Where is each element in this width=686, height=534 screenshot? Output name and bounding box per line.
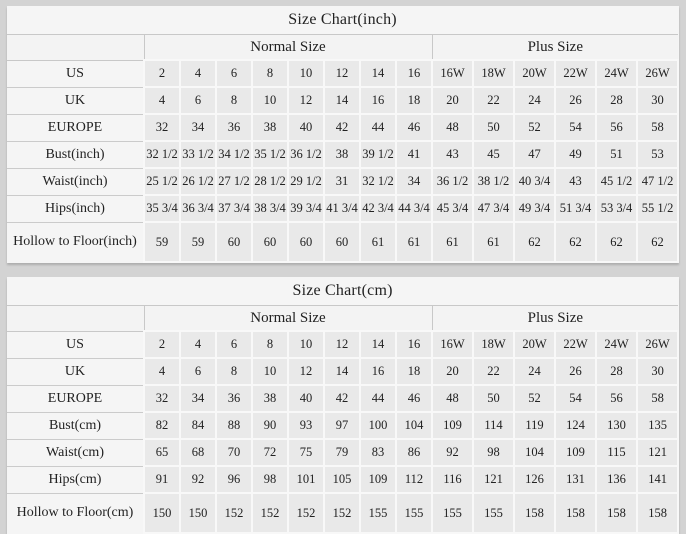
size-cell: 109 (360, 466, 396, 493)
size-cell: 70 (216, 439, 252, 466)
normal-size-header: Normal Size (144, 306, 432, 332)
size-cell: 41 3/4 (324, 195, 360, 222)
size-cell: 60 (288, 222, 324, 262)
row-label: UK (7, 87, 144, 114)
size-cell: 38 3/4 (252, 195, 288, 222)
size-cell: 10 (252, 358, 288, 385)
size-cell: 42 (324, 114, 360, 141)
table-row (7, 141, 678, 168)
size-cell: 36 (216, 114, 252, 141)
size-cell: 4 (180, 331, 216, 358)
size-cell: 72 (252, 439, 288, 466)
size-cell: 83 (360, 439, 396, 466)
size-cell: 28 (596, 87, 637, 114)
size-cell: 12 (288, 87, 324, 114)
size-cell: 14 (360, 331, 396, 358)
size-cell: 30 (637, 358, 678, 385)
size-cell: 152 (252, 493, 288, 533)
size-cell: 16 (396, 331, 432, 358)
table-row (7, 412, 678, 439)
size-cell: 59 (180, 222, 216, 262)
size-cell: 49 (555, 141, 596, 168)
size-cell: 56 (596, 114, 637, 141)
size-cell: 124 (555, 412, 596, 439)
size-cell: 42 (324, 385, 360, 412)
size-cell: 22 (473, 87, 514, 114)
table-row (7, 331, 678, 358)
table-row (7, 114, 678, 141)
table-row (7, 385, 678, 412)
size-cell: 98 (252, 466, 288, 493)
size-cell: 14 (324, 358, 360, 385)
size-chart-cm-table (7, 277, 679, 534)
size-chart-cm (7, 277, 679, 534)
size-cell: 10 (252, 87, 288, 114)
row-label: EUROPE (7, 114, 144, 141)
size-cell: 16W (432, 331, 473, 358)
size-cell: 46 (396, 114, 432, 141)
table-row (7, 60, 678, 87)
size-cell: 47 (514, 141, 555, 168)
size-cell: 42 3/4 (360, 195, 396, 222)
size-cell: 45 3/4 (432, 195, 473, 222)
size-cell: 93 (288, 412, 324, 439)
size-cell: 32 1/2 (144, 141, 180, 168)
size-cell: 28 1/2 (252, 168, 288, 195)
size-chart-cm-body (7, 331, 678, 533)
size-cell: 6 (216, 60, 252, 87)
size-cell: 105 (324, 466, 360, 493)
row-label: Waist(inch) (7, 168, 144, 195)
size-cell: 53 (637, 141, 678, 168)
size-cell: 155 (360, 493, 396, 533)
size-cell: 92 (180, 466, 216, 493)
size-cell: 60 (216, 222, 252, 262)
size-cell: 61 (432, 222, 473, 262)
size-cell: 115 (596, 439, 637, 466)
size-cell: 49 3/4 (514, 195, 555, 222)
size-cell: 18 (396, 358, 432, 385)
size-cell: 8 (252, 60, 288, 87)
size-cell: 155 (432, 493, 473, 533)
size-cell: 43 (432, 141, 473, 168)
size-cell: 86 (396, 439, 432, 466)
size-cell: 48 (432, 385, 473, 412)
size-cell: 38 (252, 385, 288, 412)
size-cell: 43 (555, 168, 596, 195)
size-cell: 22W (555, 331, 596, 358)
size-cell: 88 (216, 412, 252, 439)
size-cell: 24 (514, 87, 555, 114)
size-cell: 8 (216, 358, 252, 385)
size-cell: 82 (144, 412, 180, 439)
size-cell: 84 (180, 412, 216, 439)
size-cell: 38 1/2 (473, 168, 514, 195)
size-cell: 40 (288, 385, 324, 412)
size-cell: 36 1/2 (288, 141, 324, 168)
size-cell: 100 (360, 412, 396, 439)
size-cell: 131 (555, 466, 596, 493)
size-cell: 50 (473, 114, 514, 141)
size-cell: 24W (596, 60, 637, 87)
size-cell: 150 (144, 493, 180, 533)
size-cell: 35 3/4 (144, 195, 180, 222)
size-cell: 4 (144, 87, 180, 114)
size-cell: 104 (514, 439, 555, 466)
size-cell: 45 (473, 141, 514, 168)
row-label: UK (7, 358, 144, 385)
table-row (7, 466, 678, 493)
size-cell: 121 (637, 439, 678, 466)
size-cell: 41 (396, 141, 432, 168)
size-cell: 26 (555, 87, 596, 114)
size-cell: 136 (596, 466, 637, 493)
plus-size-header: Plus Size (432, 306, 678, 332)
size-cell: 20W (514, 331, 555, 358)
row-label: US (7, 331, 144, 358)
size-cell: 158 (555, 493, 596, 533)
size-cell: 90 (252, 412, 288, 439)
row-label: Bust(inch) (7, 141, 144, 168)
size-cell: 22 (473, 358, 514, 385)
plus-size-header: Plus Size (432, 35, 678, 61)
size-cell: 54 (555, 114, 596, 141)
corner-cell (7, 306, 144, 332)
size-cell: 34 (180, 385, 216, 412)
size-cell: 75 (288, 439, 324, 466)
size-cell: 59 (144, 222, 180, 262)
size-cell: 141 (637, 466, 678, 493)
size-cell: 18W (473, 331, 514, 358)
size-cell: 22W (555, 60, 596, 87)
size-cell: 91 (144, 466, 180, 493)
table-row (7, 87, 678, 114)
size-cell: 50 (473, 385, 514, 412)
size-cell: 60 (252, 222, 288, 262)
size-cell: 29 1/2 (288, 168, 324, 195)
size-cell: 24 (514, 358, 555, 385)
size-cell: 54 (555, 385, 596, 412)
size-cell: 60 (324, 222, 360, 262)
size-cell: 65 (144, 439, 180, 466)
row-label: Waist(cm) (7, 439, 144, 466)
size-cell: 155 (473, 493, 514, 533)
size-cell: 31 (324, 168, 360, 195)
size-cell: 38 (252, 114, 288, 141)
size-cell: 6 (180, 358, 216, 385)
size-cell: 155 (396, 493, 432, 533)
size-cell: 6 (180, 87, 216, 114)
size-cell: 101 (288, 466, 324, 493)
size-cell: 44 3/4 (396, 195, 432, 222)
size-cell: 39 1/2 (360, 141, 396, 168)
size-cell: 18W (473, 60, 514, 87)
size-cell: 152 (324, 493, 360, 533)
size-cell: 34 (180, 114, 216, 141)
size-cell: 32 (144, 114, 180, 141)
size-cell: 44 (360, 114, 396, 141)
size-cell: 18 (396, 87, 432, 114)
normal-size-header: Normal Size (144, 35, 432, 61)
size-cell: 126 (514, 466, 555, 493)
size-cell: 26W (637, 60, 678, 87)
size-chart-inch-body (7, 60, 678, 262)
size-cell: 33 1/2 (180, 141, 216, 168)
size-cell: 36 3/4 (180, 195, 216, 222)
size-cell: 8 (216, 87, 252, 114)
size-chart-inch (7, 6, 679, 263)
table-row (7, 195, 678, 222)
size-cell: 12 (324, 331, 360, 358)
size-cell: 62 (637, 222, 678, 262)
size-cell: 16 (360, 358, 396, 385)
size-cell: 62 (514, 222, 555, 262)
size-cell: 56 (596, 385, 637, 412)
size-cell: 32 (144, 385, 180, 412)
size-cell: 52 (514, 385, 555, 412)
size-cell: 39 3/4 (288, 195, 324, 222)
size-cell: 47 1/2 (637, 168, 678, 195)
row-label: EUROPE (7, 385, 144, 412)
size-cell: 27 1/2 (216, 168, 252, 195)
size-cell: 152 (216, 493, 252, 533)
table-row (7, 168, 678, 195)
column-group-row (7, 35, 678, 61)
size-cell: 51 3/4 (555, 195, 596, 222)
size-cell: 92 (432, 439, 473, 466)
size-cell: 16W (432, 60, 473, 87)
size-cell: 36 1/2 (432, 168, 473, 195)
row-label: Hollow to Floor(inch) (7, 222, 144, 262)
size-cell: 61 (360, 222, 396, 262)
size-cell: 116 (432, 466, 473, 493)
size-cell: 25 1/2 (144, 168, 180, 195)
size-cell: 35 1/2 (252, 141, 288, 168)
row-label: Hollow to Floor(cm) (7, 493, 144, 533)
size-cell: 24W (596, 331, 637, 358)
size-cell: 12 (288, 358, 324, 385)
column-group-row (7, 306, 678, 332)
size-cell: 52 (514, 114, 555, 141)
size-cell: 8 (252, 331, 288, 358)
size-cell: 16 (396, 60, 432, 87)
size-cell: 58 (637, 385, 678, 412)
size-chart-inch-table (7, 6, 679, 263)
table-row (7, 439, 678, 466)
size-cell: 96 (216, 466, 252, 493)
size-cell: 158 (637, 493, 678, 533)
size-cell: 12 (324, 60, 360, 87)
size-cell: 53 3/4 (596, 195, 637, 222)
chart-title-row (7, 277, 678, 306)
size-cell: 4 (144, 358, 180, 385)
size-cell: 79 (324, 439, 360, 466)
size-cell: 51 (596, 141, 637, 168)
size-cell: 10 (288, 331, 324, 358)
size-cell: 150 (180, 493, 216, 533)
size-cell: 44 (360, 385, 396, 412)
size-cell: 16 (360, 87, 396, 114)
size-cell: 119 (514, 412, 555, 439)
table-row (7, 493, 678, 533)
size-cell: 98 (473, 439, 514, 466)
size-cell: 14 (324, 87, 360, 114)
size-cell: 40 3/4 (514, 168, 555, 195)
size-cell: 158 (514, 493, 555, 533)
size-cell: 114 (473, 412, 514, 439)
row-label: Hips(cm) (7, 466, 144, 493)
size-cell: 37 3/4 (216, 195, 252, 222)
chart-title: Size Chart(inch) (7, 6, 678, 35)
size-cell: 28 (596, 358, 637, 385)
size-cell: 61 (473, 222, 514, 262)
size-cell: 26 (555, 358, 596, 385)
size-cell: 20W (514, 60, 555, 87)
size-cell: 109 (555, 439, 596, 466)
size-cell: 38 (324, 141, 360, 168)
size-cell: 121 (473, 466, 514, 493)
size-cell: 152 (288, 493, 324, 533)
size-cell: 104 (396, 412, 432, 439)
size-cell: 45 1/2 (596, 168, 637, 195)
size-cell: 36 (216, 385, 252, 412)
size-cell: 20 (432, 358, 473, 385)
size-cell: 135 (637, 412, 678, 439)
chart-title-row (7, 6, 678, 35)
row-label: Hips(inch) (7, 195, 144, 222)
size-cell: 55 1/2 (637, 195, 678, 222)
size-cell: 26 1/2 (180, 168, 216, 195)
size-cell: 48 (432, 114, 473, 141)
size-cell: 112 (396, 466, 432, 493)
size-cell: 62 (596, 222, 637, 262)
size-cell: 40 (288, 114, 324, 141)
size-cell: 2 (144, 60, 180, 87)
size-cell: 46 (396, 385, 432, 412)
table-row (7, 222, 678, 262)
size-cell: 47 3/4 (473, 195, 514, 222)
size-cell: 58 (637, 114, 678, 141)
size-cell: 30 (637, 87, 678, 114)
size-cell: 34 (396, 168, 432, 195)
size-cell: 10 (288, 60, 324, 87)
size-cell: 26W (637, 331, 678, 358)
row-label: Bust(cm) (7, 412, 144, 439)
size-cell: 32 1/2 (360, 168, 396, 195)
size-cell: 4 (180, 60, 216, 87)
size-cell: 20 (432, 87, 473, 114)
size-cell: 109 (432, 412, 473, 439)
chart-title: Size Chart(cm) (7, 277, 678, 306)
size-cell: 158 (596, 493, 637, 533)
size-cell: 62 (555, 222, 596, 262)
size-cell: 97 (324, 412, 360, 439)
corner-cell (7, 35, 144, 61)
size-cell: 68 (180, 439, 216, 466)
size-cell: 6 (216, 331, 252, 358)
size-cell: 14 (360, 60, 396, 87)
table-row (7, 358, 678, 385)
size-cell: 61 (396, 222, 432, 262)
size-cell: 2 (144, 331, 180, 358)
size-cell: 130 (596, 412, 637, 439)
row-label: US (7, 60, 144, 87)
size-cell: 34 1/2 (216, 141, 252, 168)
